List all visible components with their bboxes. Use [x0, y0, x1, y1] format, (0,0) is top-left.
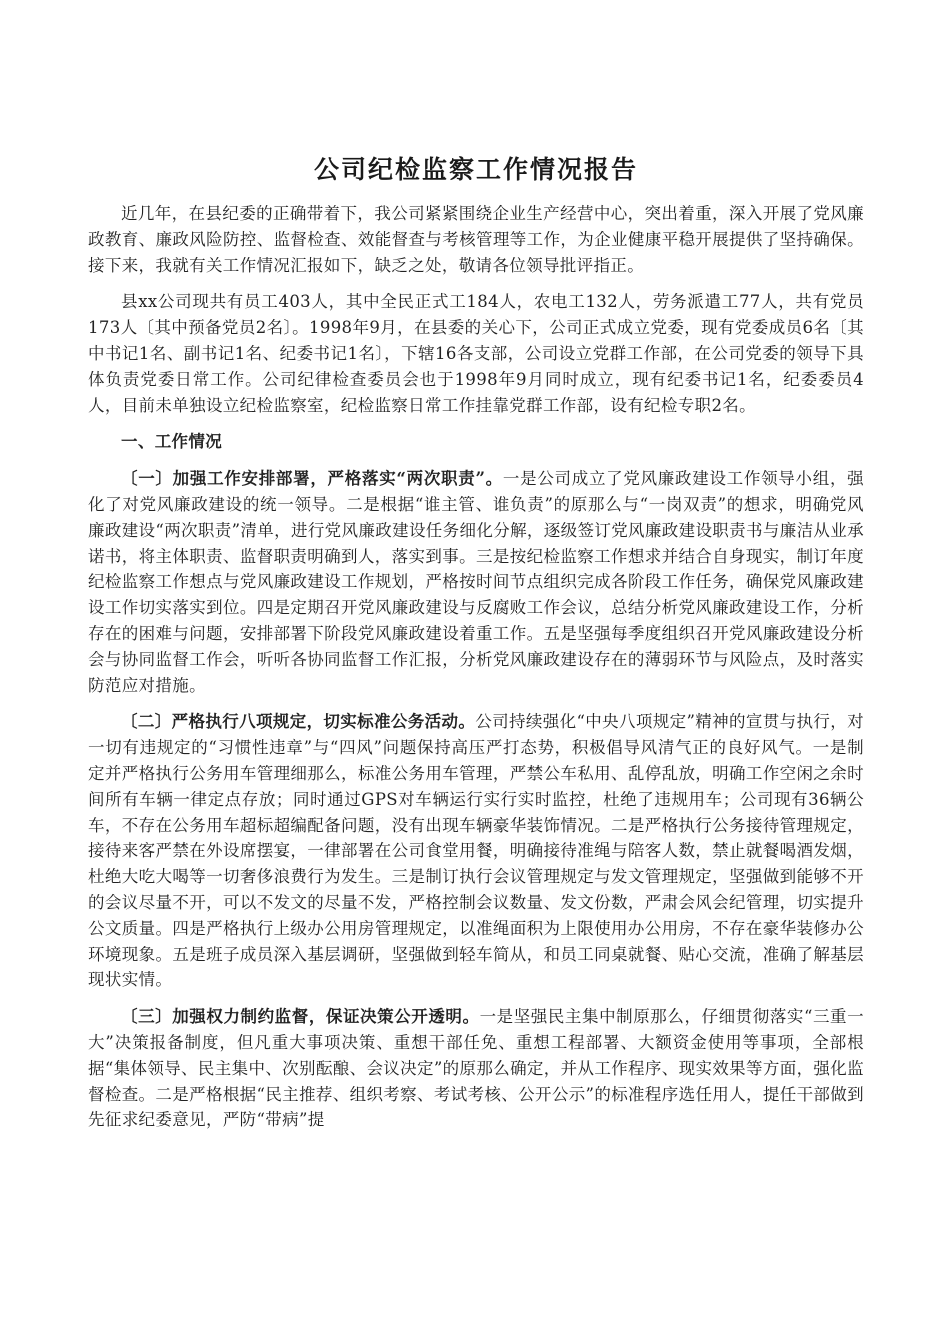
item-2-lead: 〔二〕严格执行八项规定，切实标准公务活动。	[121, 712, 476, 732]
item-1-body: 一是公司成立了党风廉政建设工作领导小组，强化了对党风廉政建设的统一领导。二是根据“谁主管、谁负责”的原那么与“一岗双责”的想求，明确党风廉政建设“两次职责”清单，进行党风廉政建设任务细化分解，逐级签订党风廉政建设职责书与廉洁从业承诺书，将主体职责、监督职责明确到人，落实到事。三是按纪检监察工作想求并结合自身现实，制订年度纪检监察工作想点与党风廉政建设工作规划，严格按时间节点组织完成各阶段工作任务，确保党风廉政建设工作切实落实到位。四是定期召开党风廉政建设与反腐败工作会议，总结分析党风廉政建设工作，分析存在的困难与问题，安排部署下阶段党风廉政建设着重工作。五是坚强每季度组织召开党风廉政建设分析会与协同监督工作会，听听各协同监督工作汇报，分析党风廉政建设存在的薄弱环节与风险点，及时落实防范应对措施。	[88, 469, 865, 695]
document-page	[88, 150, 864, 1144]
item-1-paragraph	[88, 466, 864, 698]
item-3-body: 一是坚强民主集中制原那么，仔细贯彻落实“三重一大”决策报备制度，但凡重大事项决策、重想干部任免、重想工程部署、大额资金使用等事项，全部根据“集体领导、民主集中、次别酝酿、会议决定”的原那么确定，并从工作程序、现实效果等方面，强化监督检查。二是严格根据“民主推荐、组织考察、考试考核、公开公示”的标准程序选任用人，提任干部做到先征求纪委意见，严防“带病”提	[88, 1007, 864, 1130]
intro-paragraph: 近几年，在县纪委的正确带着下，我公司紧紧围绕企业生产经营中心，突出着重，深入开展了党风廉政教育、廉政风险防控、监督检查、效能督查与考核管理等工作，为企业健康平稳开展提供了坚持确保。接下来，我就有关工作情况汇报如下，缺乏之处，敬请各位领导批评指正。	[88, 204, 864, 275]
item-3-lead: 〔三〕加强权力制约监督，保证决策公开透明。	[121, 1007, 480, 1027]
document-title: 公司纪检监察工作情况报告	[313, 155, 638, 184]
item-1-lead: 〔一〕加强工作安排部署，严格落实“两次职责”。	[121, 469, 503, 489]
item-2-paragraph	[88, 709, 864, 993]
item-2-body: 公司持续强化“中央八项规定”精神的宣贯与执行，对一切有违规定的“习惯性违章”与“四风”问题保持高压严打态势，积极倡导风清气正的良好风气。一是制定并严格执行公务用车管理细那么，标准公务用车管理，严禁公车私用、乱停乱放，明确工作空闲之余时间所有车辆一律定点存放；同时通过GPS对车辆运行实行实时监控，杜绝了违规用车；公司现有36辆公车，不存在公务用车超标超编配备问题，没有出现车辆豪华装饰情况。二是严格执行公务接待管理规定，接待来客严禁在外设席摆宴，一律部署在公司食堂用餐，明确接待准绳与陪客人数，禁止就餐喝酒发烟，杜绝大吃大喝等一切奢侈浪费行为发生。三是制订执行会议管理规定与发文管理规定，坚强做到能够不开的会议尽量不开，可以不发文的尽量不发，严格控制会议数量、发文份数，严肃会风会纪管理，切实提升公文质量。四是严格执行上级办公用房管理规定，以准绳面积为上限使用办公用房，不存在豪华装修办公环境现象。五是班子成员深入基层调研，坚强做到轻车简从，和员工同桌就餐、贴心交流，准确了解基层现状实情。	[88, 712, 864, 990]
section-heading: 一、工作情况	[121, 432, 223, 452]
overview-paragraph: 县xx公司现共有员工403人，其中全民正式工184人，农电工132人，劳务派遣工77人，共有党员173人〔其中预备党员2名〕。1998年9月，在县委的关心下，公司正式成立党委，现有党委成员6名〔其中书记1名、副书记1名、纪委书记1名〕，下辖16各支部，公司设立党群工作部，在公司党委的领导下具体负责党委日常工作。公司纪律检查委员会也于1998年9月同时成立，现有纪委书记1名，纪委委员4人，目前未单独设立纪检监察室，纪检监察日常工作挂靠党群工作部，设有纪检专职2名。	[88, 292, 864, 415]
item-3-paragraph	[88, 1004, 864, 1133]
